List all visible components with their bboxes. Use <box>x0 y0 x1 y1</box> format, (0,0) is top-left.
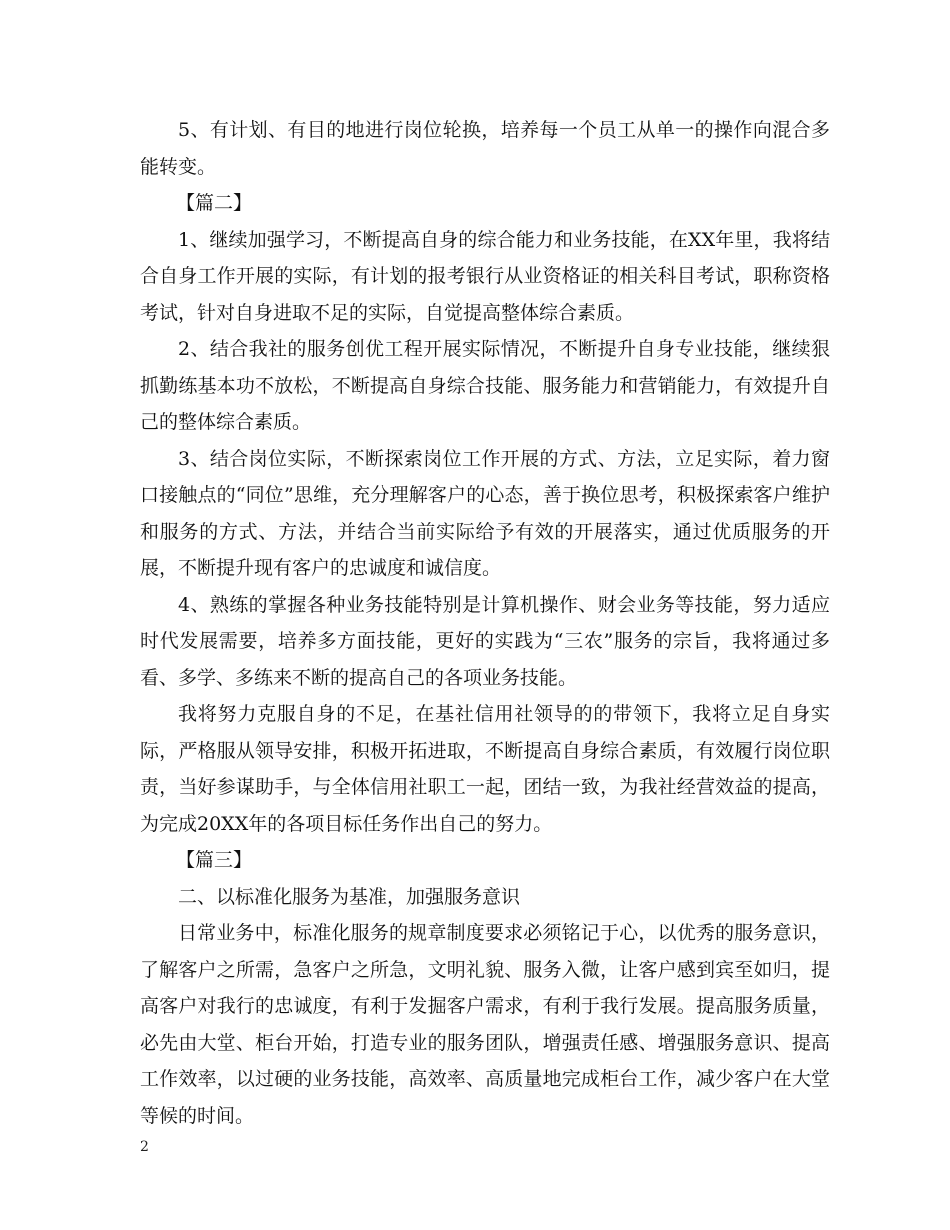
page-number: 2 <box>140 1139 149 1155</box>
section-heading-part-three: 【篇三】 <box>176 849 253 871</box>
body-text <box>140 112 830 1134</box>
paragraph-item-2: 2、结合我社的服务创优工程开展实际情况，不断提升自身专业技能，继续狠抓勤练基本功不放松，不断提高自身综合技能、服务能力和营销能力，有效提升自己的整体综合素质。 <box>140 338 830 433</box>
paragraph-summary: 我将努力克服自身的不足，在基社信用社领导的的带领下，我将立足自身实际，严格服从领导安排，积极开拓进取，不断提高自身综合素质，有效履行岗位职责，当好参谋助手，与全体信用社职工一起，团结一致，为我社经营效益的提高，为完成20XX年的各项目标任务作出自己的努力。 <box>140 703 830 835</box>
subsection-heading: 二、以标准化服务为基准，加强服务意识 <box>178 885 521 908</box>
paragraph-item-1: 1、继续加强学习，不断提高自身的综合能力和业务技能，在XX年里，我将结合自身工作开展的实际，有计划的报考银行从业资格证的相关科目考试，职称资格考试，针对自身进取不足的实际，自觉提高整体综合素质。 <box>140 228 830 324</box>
paragraph-item-5: 5、有计划、有目的地进行岗位轮换，培养每一个员工从单一的操作向混合多能转变。 <box>140 119 830 178</box>
paragraph-item-4: 4、熟练的掌握各种业务技能特别是计算机操作、财会业务等技能，努力适应时代发展需要，培养多方面技能，更好的实践为“三农”服务的宗旨，我将通过多看、多学、多练来不断的提高自己的各项业务技能。 <box>140 593 830 689</box>
paragraph-item-3: 3、结合岗位实际，不断探索岗位工作开展的方式、方法，立足实际，着力窗口接触点的“同位”思维，充分理解客户的心态，善于换位思考，积极探索客户维护和服务的方式、方法，并结合当前实际给予有效的开展落实，通过优质服务的开展，不断提升现有客户的忠诚度和诚信度。 <box>140 447 830 579</box>
paragraph-service: 日常业务中，标准化服务的规章制度要求必须铭记于心，以优秀的服务意识，了解客户之所需，急客户之所急，文明礼貌、服务入微，让客户感到宾至如归，提高客户对我行的忠诚度，有利于发掘客户需求，有利于我行发展。提高服务质量，必先由大堂、柜台开始，打造专业的服务团队，增强责任感、增强服务意识、提高工作效率，以过硬的业务技能，高效率、高质量地完成柜台工作，减少客户在大堂等候的时间。 <box>140 922 830 1127</box>
section-heading-part-two: 【篇二】 <box>176 192 253 214</box>
